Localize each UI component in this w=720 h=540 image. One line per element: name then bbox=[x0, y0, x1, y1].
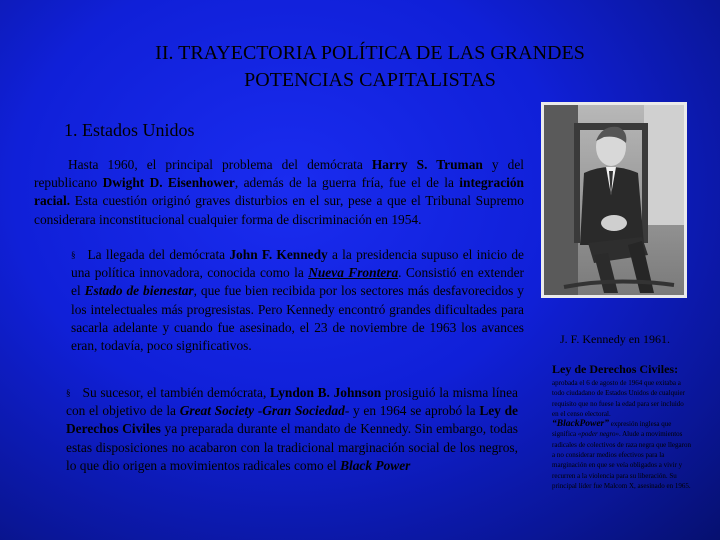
title-line-1: II. TRAYECTORIA POLÍTICA DE LAS GRANDES bbox=[155, 42, 585, 64]
black-power-label: “BlackPower” bbox=[552, 419, 609, 430]
term-integracion-racial: integración racial. bbox=[34, 175, 525, 209]
kennedy-photo-image bbox=[544, 105, 684, 295]
paragraph-johnson: § Su sucesor, el también demócrata, Lyndon B. Johnson prosiguió la misma línea con el objetivo de la Great Society -Gran Sociedad- y en 1964 se aprobó la Ley de Derechos Civiles ya preparada durante el mandato de Kennedy. Sin embargo, todas estas disposiciones no acabaron con la tradicional marginación social de los negros, lo que dio origen a movimientos radicales como el Black Power bbox=[66, 385, 518, 473]
term-gran-sociedad: Gran Sociedad bbox=[262, 403, 345, 419]
civil-rights-definition: aprobada el 6 de agosto de 1964 que exitaba a todo ciudadano de Estados Unidos de cualquier requisito que no fuese la edad para ser incluido en el censo electoral. bbox=[552, 379, 685, 418]
term-nueva-frontera: Nueva Frontera bbox=[308, 265, 399, 281]
kennedy-photo bbox=[541, 102, 687, 298]
term-ley-derechos-civiles: Ley de Derechos Civiles bbox=[66, 403, 518, 437]
name-kennedy: John F. Kennedy bbox=[229, 247, 328, 262]
paragraph-truman-eisenhower: Hasta 1960, el principal problema del demócrata Harry S. Truman y del republicano Dwight D. Eisenhower, además de la guerra fría, fue el de la integración racial. Esta cuestión originó graves disturbios en el sur, pese a que el Tribunal Supremo considerara inconstitucional cualquier forma de discriminación en 1954. bbox=[34, 157, 525, 227]
name-johnson: Lyndon B. Johnson bbox=[270, 385, 382, 400]
bullet-icon: § bbox=[71, 250, 76, 260]
black-power-definition: “BlackPower” expresión inglesa que significa «poder negro». Alude a movimientos radicales de colectivos de raza negra que llegaron a no considerar medios efectivos para la marginación en que se veía obligados a vivir y recurren a la violencia para su liberación. Su principal líder fue Malcom X, asesinado en 1965. bbox=[552, 419, 691, 490]
term-estado-bienestar: Estado de bienestar bbox=[84, 283, 194, 299]
term-black-power: Black Power bbox=[340, 457, 411, 473]
photo-caption: J. F. Kennedy en 1961. bbox=[560, 332, 671, 346]
section-subtitle: 1. Estados Unidos bbox=[64, 120, 195, 140]
name-eisenhower: Dwight D. Eisenhower bbox=[102, 175, 235, 191]
term-great-society: Great Society bbox=[179, 403, 255, 419]
title-line-2: POTENCIAS CAPITALISTAS bbox=[244, 69, 496, 91]
name-truman: Harry S. Truman bbox=[371, 157, 483, 172]
slide-title bbox=[60, 40, 680, 94]
civil-rights-note bbox=[552, 378, 692, 491]
paragraph-kennedy: § La llegada del demócrata John F. Kennedy a la presidencia supuso el inicio de una política innovadora, conocida como la Nueva Frontera. Consistió en extender el Estado de bienestar, que fue bien recibida por los sectores más desfavorecidos y los intelectuales más progresistas. Pero Kennedy encontró grandes dificultades para sacarla adelante y cuando fue asesinado, el 23 de noviembre de 1963 los avances eran, todavía, poco significativos. bbox=[71, 247, 525, 354]
civil-rights-heading: Ley de Derechos Civiles: bbox=[552, 362, 679, 376]
bullet-icon: § bbox=[66, 388, 71, 398]
